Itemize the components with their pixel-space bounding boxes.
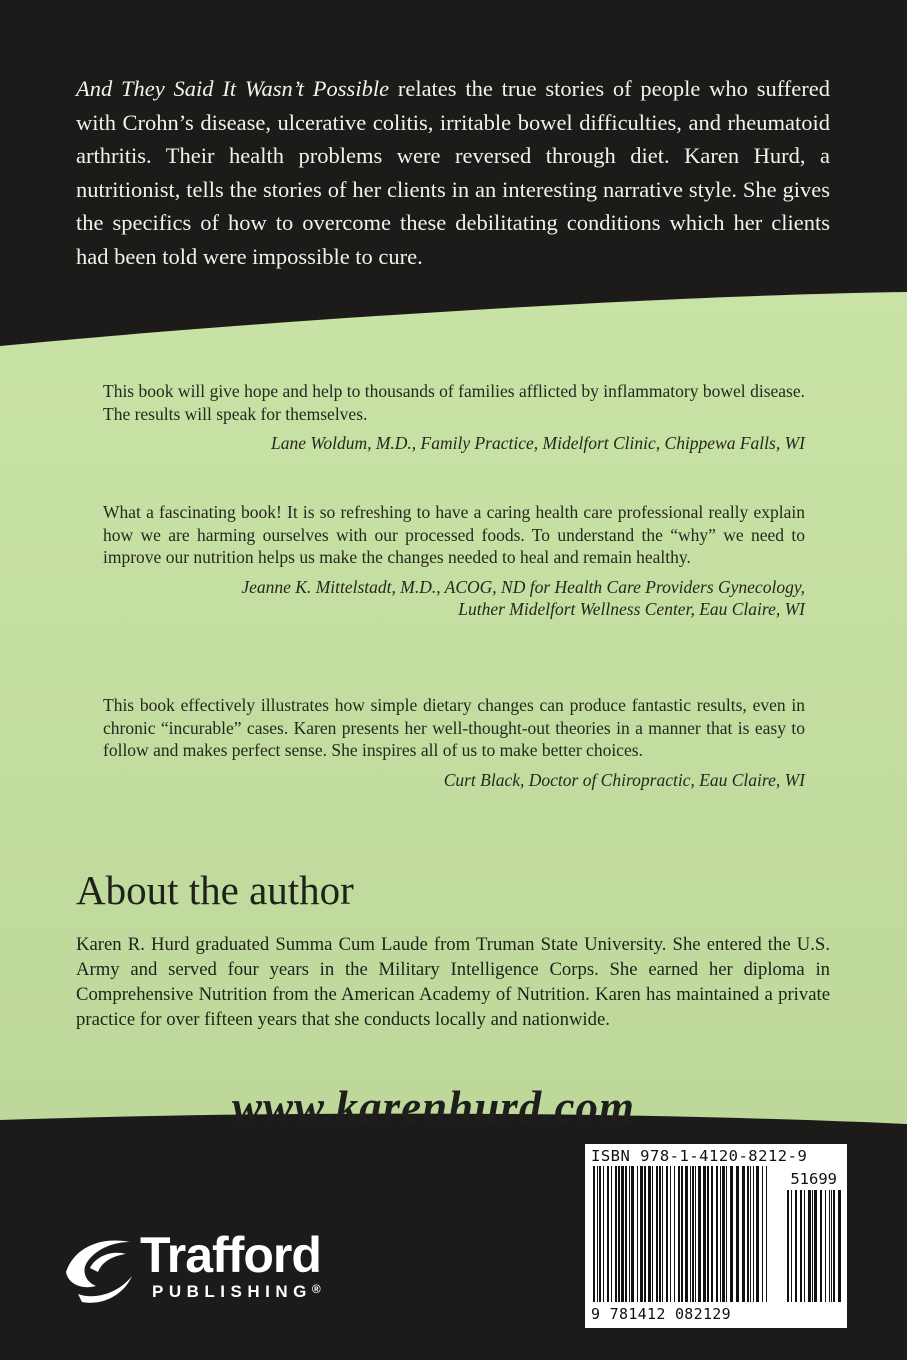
barcode-bar [670, 1166, 671, 1302]
barcode-bar [597, 1166, 598, 1302]
barcode-bar [593, 1166, 595, 1302]
price-bar [808, 1190, 811, 1302]
review-quote: What a fascinating book! It is so refreshing to have a caring health care professional really explain how we are harming ourselves with our processed foods. To understand the “why” we need to improve our nutrition helps us make the changes needed to heal and remain healthy. [103, 502, 805, 567]
barcode-bar [656, 1166, 658, 1302]
barcode-bar [611, 1166, 612, 1302]
barcode-bar [722, 1166, 725, 1302]
price-bar [795, 1190, 797, 1302]
price-bar [831, 1190, 832, 1302]
price-bar [829, 1190, 830, 1302]
barcode-bar [716, 1166, 718, 1302]
price-bar [820, 1190, 822, 1302]
barcode-bar [666, 1166, 668, 1302]
about-body: Karen R. Hurd graduated Summa Cum Laude from Truman State University. She entered the U.S. Army and served four years in the Military Intelligence Corps. She earned her diploma in Comprehensive Nutrition from the American Academy of Nutrition. Karen has maintained a private practice for over fifteen years that she conducts locally and nationwide. [76, 934, 830, 1030]
attribution-line: Curt Black, Doctor of Chiropractic, Eau Claire, WI [443, 769, 805, 790]
barcode-bar [631, 1166, 634, 1302]
barcode-bar [621, 1166, 624, 1302]
publisher-subtitle-text: PUBLISHING [152, 1282, 312, 1301]
barcode-bar [762, 1166, 763, 1302]
barcode-bar [629, 1166, 630, 1302]
barcode-bar [753, 1166, 754, 1302]
barcode-bar [681, 1166, 683, 1302]
review-quote: This book will give hope and help to thousands of families afflicted by inflammatory bowel disease. The results will speak for themselves. [103, 381, 805, 424]
barcode-bar [707, 1166, 709, 1302]
publisher-name [140, 1226, 321, 1284]
barcode-bar [692, 1166, 694, 1302]
barcode-bar [637, 1166, 638, 1302]
barcode-bar [756, 1166, 759, 1302]
barcode-bar [742, 1166, 745, 1302]
book-blurb [76, 72, 830, 273]
barcode-bar [607, 1166, 609, 1302]
barcode-bar [747, 1166, 749, 1302]
price-bar [800, 1190, 802, 1302]
barcode-bar [640, 1166, 643, 1302]
isbn-label: ISBN 978-1-4120-8212-9 [591, 1147, 808, 1165]
review-attribution [103, 769, 805, 792]
attribution-line: Luther Midelfort Wellness Center, Eau Claire, WI [458, 599, 805, 619]
barcode-bar [703, 1166, 706, 1302]
barcode-bar [615, 1166, 617, 1302]
barcode-bar [678, 1166, 680, 1302]
price-bar [791, 1190, 792, 1302]
review-3 [103, 694, 805, 791]
review-attribution [103, 576, 805, 621]
blurb-text: relates the true stories of people who suffered with Crohn’s disease, ulcerative colitis, irritable bowel difficulties, and rheumatoid arthritis. Their health problems were reversed through diet. Karen Hurd, a nutritionist, tells the stories of her clients in an interesting narrative style. She gives the specifics of how to overcome these debilitating conditions which her clients had been told were impossible to cure. [76, 76, 830, 269]
price-bar [804, 1190, 805, 1302]
barcode-bar [599, 1166, 601, 1302]
barcode-bar [644, 1166, 646, 1302]
barcode-bar [730, 1166, 733, 1302]
isbn-barcode [585, 1144, 847, 1328]
barcode-bar [695, 1166, 696, 1302]
price-bar [838, 1190, 841, 1302]
barcode-bar [726, 1166, 727, 1302]
review-1 [103, 380, 805, 455]
price-bar [833, 1190, 835, 1302]
barcode-bar [685, 1166, 688, 1302]
barcode-digits: 9 781412 082129 [591, 1305, 731, 1323]
book-title-italic: And They Said It Wasn’t Possible [76, 76, 390, 101]
barcode-bar [736, 1166, 739, 1302]
attribution-line: Lane Woldum, M.D., Family Practice, Midelfort Clinic, Chippewa Falls, WI [270, 433, 805, 453]
barcode-bar [659, 1166, 661, 1302]
publisher-logo [60, 1224, 400, 1314]
attribution-line: Jeanne K. Mittelstadt, M.D., ACOG, ND for Health Care Providers Gynecology, [241, 576, 805, 597]
wave-swoosh-icon [60, 1228, 138, 1306]
barcode-bar [711, 1166, 713, 1302]
review-2 [103, 501, 805, 621]
barcode-bar [625, 1166, 627, 1302]
website-text[interactable]: www.karenhurd.com [232, 1082, 635, 1132]
review-quote: This book effectively illustrates how simple dietary changes can produce fantastic results, even in chronic “incurable” cases. Karen presents her well-thought-out theories in a manner that is easy to follow and makes perfect sense. She inspires all of us to make better choices. [103, 695, 805, 760]
barcode-bar [603, 1166, 604, 1302]
about-heading: About the author [76, 867, 354, 913]
price-code: 51699 [790, 1170, 837, 1188]
website-url[interactable] [0, 1081, 907, 1133]
barcode-bar [674, 1166, 675, 1302]
barcode-bar [766, 1166, 767, 1302]
price-bar [825, 1190, 826, 1302]
barcode-bar [698, 1166, 701, 1302]
price-bar [814, 1190, 817, 1302]
publisher-subtitle [152, 1282, 321, 1302]
registered-mark: ® [311, 1282, 321, 1296]
review-attribution [103, 432, 805, 455]
price-bar [787, 1190, 789, 1302]
barcode-bar [750, 1166, 751, 1302]
barcode-bar [652, 1166, 653, 1302]
price-bar [812, 1190, 813, 1302]
barcode-bar [662, 1166, 663, 1302]
barcode-bar [648, 1166, 651, 1302]
publisher-name-text: Trafford [140, 1227, 321, 1283]
barcode-bar [690, 1166, 691, 1302]
barcode-bar [720, 1166, 721, 1302]
barcode-bar [618, 1166, 620, 1302]
